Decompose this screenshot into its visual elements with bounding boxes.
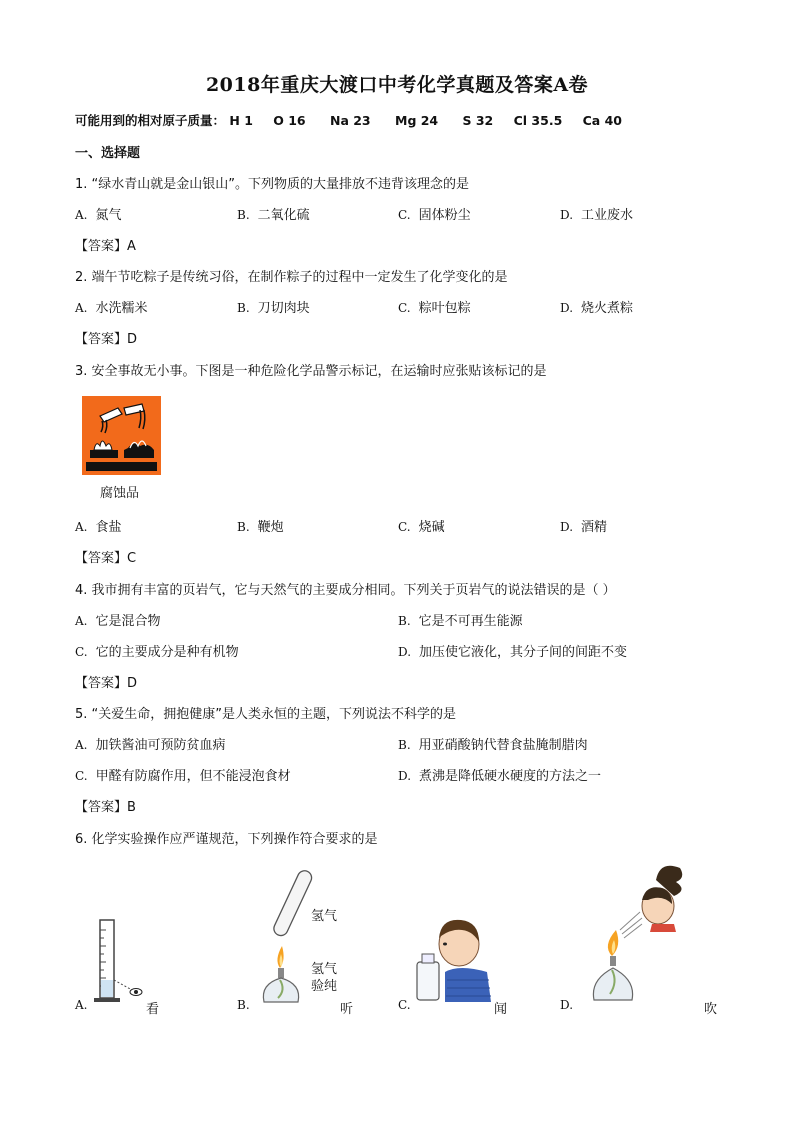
q4-option-a — [75, 610, 161, 629]
blowing-lamp-illustration — [590, 860, 690, 1006]
option-text: 刀切肉块 — [257, 301, 310, 316]
option-text: 煮沸是降低硬水硬度的方法之一 — [419, 769, 602, 784]
option-text: 甲醛有防腐作用，但不能浸泡食材 — [95, 769, 291, 784]
q1-answer: 【答案】A — [75, 239, 136, 254]
option-text: 它是混合物 — [95, 614, 161, 629]
option-letter: A. — [75, 614, 88, 628]
mass-o: O 16 — [273, 113, 306, 128]
q4-option-d — [398, 641, 627, 660]
hydrogen-test-label-2: 验纯 — [311, 979, 338, 994]
q5-option-d — [398, 765, 601, 784]
question-4-stem: 4. 我市拥有丰富的页岩气，它与天然气的主要成分相同。下列关于页岩气的说法错误的是（ ） — [75, 583, 616, 598]
option-letter: A. — [75, 998, 88, 1012]
option-text: 固体粉尘 — [418, 208, 471, 223]
option-text: 烧火煮粽 — [581, 301, 634, 316]
option-text: 鞭炮 — [257, 520, 284, 535]
option-letter: B. — [237, 208, 250, 222]
q1-option-a — [75, 204, 122, 223]
question-2-stem: 2. 端午节吃粽子是传统习俗，在制作粽子的过程中一定发生了化学变化的是 — [75, 270, 508, 285]
q2-option-c — [398, 297, 471, 316]
option-letter: A. — [75, 301, 88, 315]
smelling-illustration — [415, 910, 495, 1002]
option-letter: D. — [560, 301, 574, 315]
option-text: 食盐 — [95, 520, 122, 535]
q1-option-d — [560, 204, 633, 223]
hydrogen-test-label-1: 氢气 — [311, 962, 338, 977]
option-letter: D. — [560, 208, 574, 222]
mass-h: H 1 — [229, 113, 253, 128]
q5-option-a — [75, 734, 226, 753]
q3-answer: 【答案】C — [75, 551, 137, 566]
q4-answer: 【答案】D — [75, 676, 138, 691]
option-letter: C. — [398, 998, 411, 1012]
corrosive-hazard-sign — [82, 396, 161, 475]
mass-na: Na 23 — [329, 113, 371, 128]
option-text: 它的主要成分是种有机物 — [95, 645, 239, 660]
option-letter: A. — [75, 208, 88, 222]
option-text: 氮气 — [95, 208, 122, 223]
question-3-stem: 3. 安全事故无小事。下图是一种危险化学品警示标记，在运输时应张贴该标记的是 — [75, 364, 547, 379]
option-text: 二氧化硫 — [257, 208, 310, 223]
q4-option-b — [398, 610, 523, 629]
atomic-mass-line — [75, 111, 632, 129]
question-6-stem: 6. 化学实验操作应严谨规范，下列操作符合要求的是 — [75, 832, 378, 847]
q6-option-a-label: 看 — [146, 1002, 160, 1017]
mass-mg: Mg 24 — [395, 113, 439, 128]
mass-cl: Cl 35.5 — [513, 113, 563, 128]
option-letter: B. — [237, 520, 250, 534]
q3-option-d — [560, 516, 607, 535]
q1-option-c — [398, 204, 471, 223]
q6-option-c — [398, 998, 419, 1013]
q3-option-b — [237, 516, 284, 535]
q6-option-d — [560, 998, 581, 1013]
option-text: 用亚硝酸钠代替食盐腌制腊肉 — [418, 738, 588, 753]
option-letter: C. — [398, 208, 411, 222]
q2-option-a — [75, 297, 148, 316]
option-letter: A. — [75, 738, 88, 752]
page-title: 2018年重庆大渡口中考化学真题及答案A卷 — [205, 74, 589, 96]
section-heading: 一、选择题 — [75, 146, 141, 161]
option-text: 烧碱 — [418, 520, 445, 535]
option-text: 水洗糯米 — [95, 301, 148, 316]
q5-answer: 【答案】B — [75, 800, 136, 815]
option-letter: D. — [398, 769, 412, 783]
q1-option-b — [237, 204, 310, 223]
option-letter: B. — [237, 998, 250, 1012]
mass-ca: Ca 40 — [582, 113, 622, 128]
q6-option-b — [237, 998, 258, 1013]
option-letter: C. — [398, 520, 411, 534]
corrosive-icon — [82, 396, 161, 475]
option-letter: A. — [75, 520, 88, 534]
option-text: 加铁酱油可预防贫血病 — [95, 738, 226, 753]
option-letter: C. — [398, 301, 411, 315]
option-letter: C. — [75, 769, 88, 783]
option-letter: D. — [560, 998, 574, 1012]
option-text: 粽叶包粽 — [418, 301, 471, 316]
option-letter: C. — [75, 645, 88, 659]
q2-option-d — [560, 297, 633, 316]
q5-option-b — [398, 734, 588, 753]
option-letter: B. — [237, 301, 250, 315]
option-letter: D. — [398, 645, 412, 659]
q6-option-d-label: 吹 — [704, 1002, 718, 1017]
graduated-cylinder-illustration — [92, 918, 152, 1006]
option-text: 加压使它液化，其分子间的间距不变 — [419, 645, 628, 660]
q6-option-a — [75, 998, 95, 1013]
atomic-mass-label: 可能用到的相对原子质量： — [75, 113, 226, 128]
option-letter: B. — [398, 614, 411, 628]
q6-option-b-label: 听 — [340, 1002, 354, 1017]
mass-s: S 32 — [462, 113, 494, 128]
option-letter: D. — [560, 520, 574, 534]
hydrogen-label: 氢气 — [311, 909, 338, 924]
option-text: 酒精 — [581, 520, 608, 535]
q3-option-c — [398, 516, 445, 535]
question-1-stem: 1. “绿水青山就是金山银山”。下列物质的大量排放不违背该理念的是 — [75, 177, 470, 192]
option-letter: B. — [398, 738, 411, 752]
hazard-caption: 腐蚀品 — [100, 486, 140, 501]
q2-answer: 【答案】D — [75, 332, 138, 347]
q6-option-c-label: 闻 — [494, 1002, 508, 1017]
q3-option-a — [75, 516, 122, 535]
q2-option-b — [237, 297, 310, 316]
question-5-stem: 5. “关爱生命，拥抱健康”是人类永恒的主题，下列说法不科学的是 — [75, 707, 457, 722]
option-text: 工业废水 — [581, 208, 634, 223]
q4-option-c — [75, 641, 239, 660]
option-text: 它是不可再生能源 — [418, 614, 523, 629]
q5-option-c — [75, 765, 291, 784]
